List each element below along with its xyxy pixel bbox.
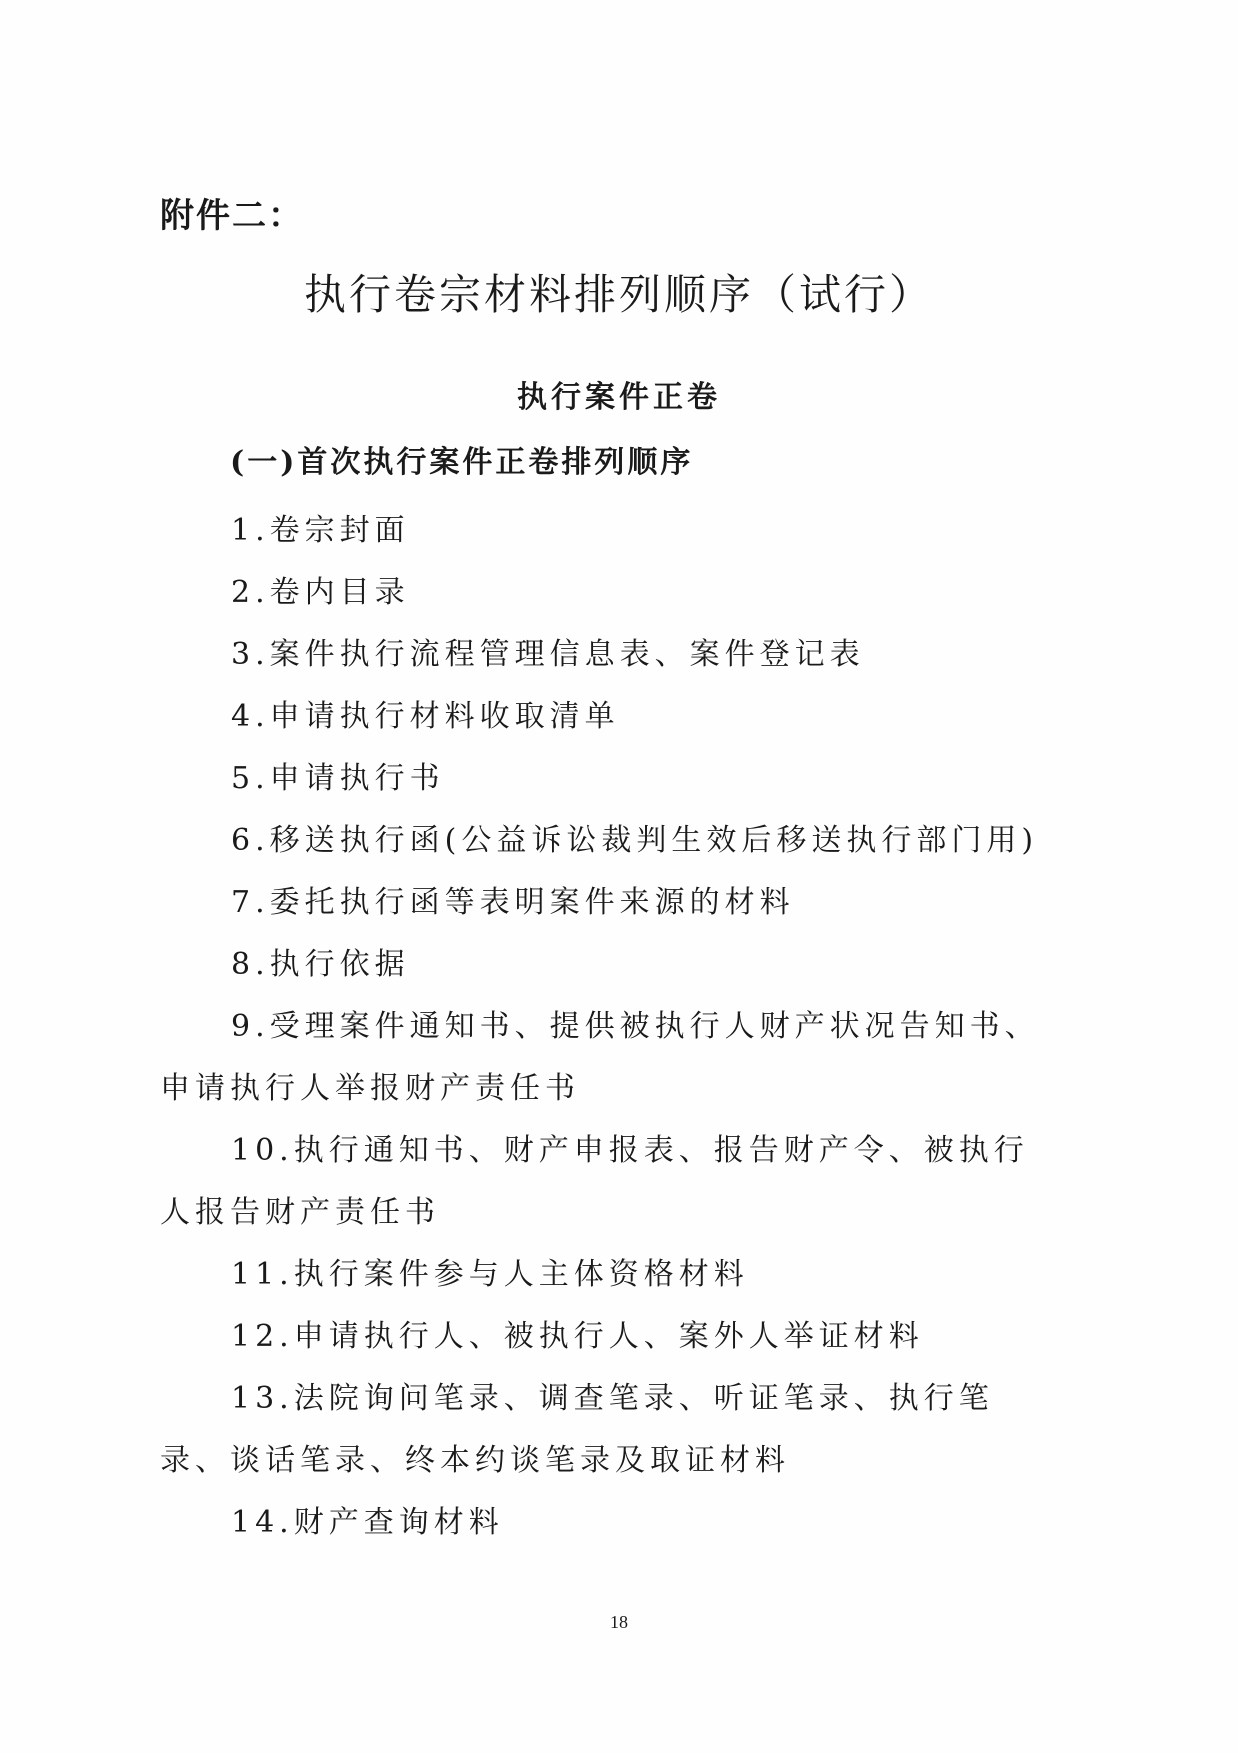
- list-item: 11.执行案件参与人主体资格材料: [231, 1257, 749, 1292]
- document-title: 执行卷宗材料排列顺序（试行）: [303, 270, 934, 319]
- list-item: 5.申请执行书: [231, 761, 445, 796]
- subsection-title: (一)首次执行案件正卷排列顺序: [230, 445, 694, 480]
- list-item: 12.申请执行人、被执行人、案外人举证材料: [231, 1319, 924, 1354]
- list-item: 7.委托执行函等表明案件来源的材料: [231, 885, 795, 920]
- list-item: 13.法院询问笔录、调查笔录、听证笔录、执行笔录、谈话笔录、终本约谈笔录及取证材料: [160, 1381, 994, 1478]
- item-list: [160, 500, 1040, 1554]
- list-item: 9.受理案件通知书、提供被执行人财产状况告知书、申请执行人举报财产责任书: [160, 1009, 1040, 1106]
- list-item: 2.卷内目录: [231, 575, 410, 610]
- list-item: 8.执行依据: [231, 947, 410, 982]
- attachment-label: 附件二：: [160, 196, 304, 236]
- page-number: 18: [610, 1612, 628, 1632]
- section-title: 执行案件正卷: [517, 380, 721, 415]
- list-item: 1.卷宗封面: [231, 513, 410, 548]
- list-item: 4.申请执行材料收取清单: [231, 699, 620, 734]
- list-item: 10.执行通知书、财产申报表、报告财产令、被执行人报告财产责任书: [160, 1133, 1029, 1230]
- list-item: 6.移送执行函(公益诉讼裁判生效后移送执行部门用): [231, 823, 1039, 858]
- list-item: 14.财产查询材料: [231, 1505, 504, 1540]
- list-item: 3.案件执行流程管理信息表、案件登记表: [231, 637, 865, 672]
